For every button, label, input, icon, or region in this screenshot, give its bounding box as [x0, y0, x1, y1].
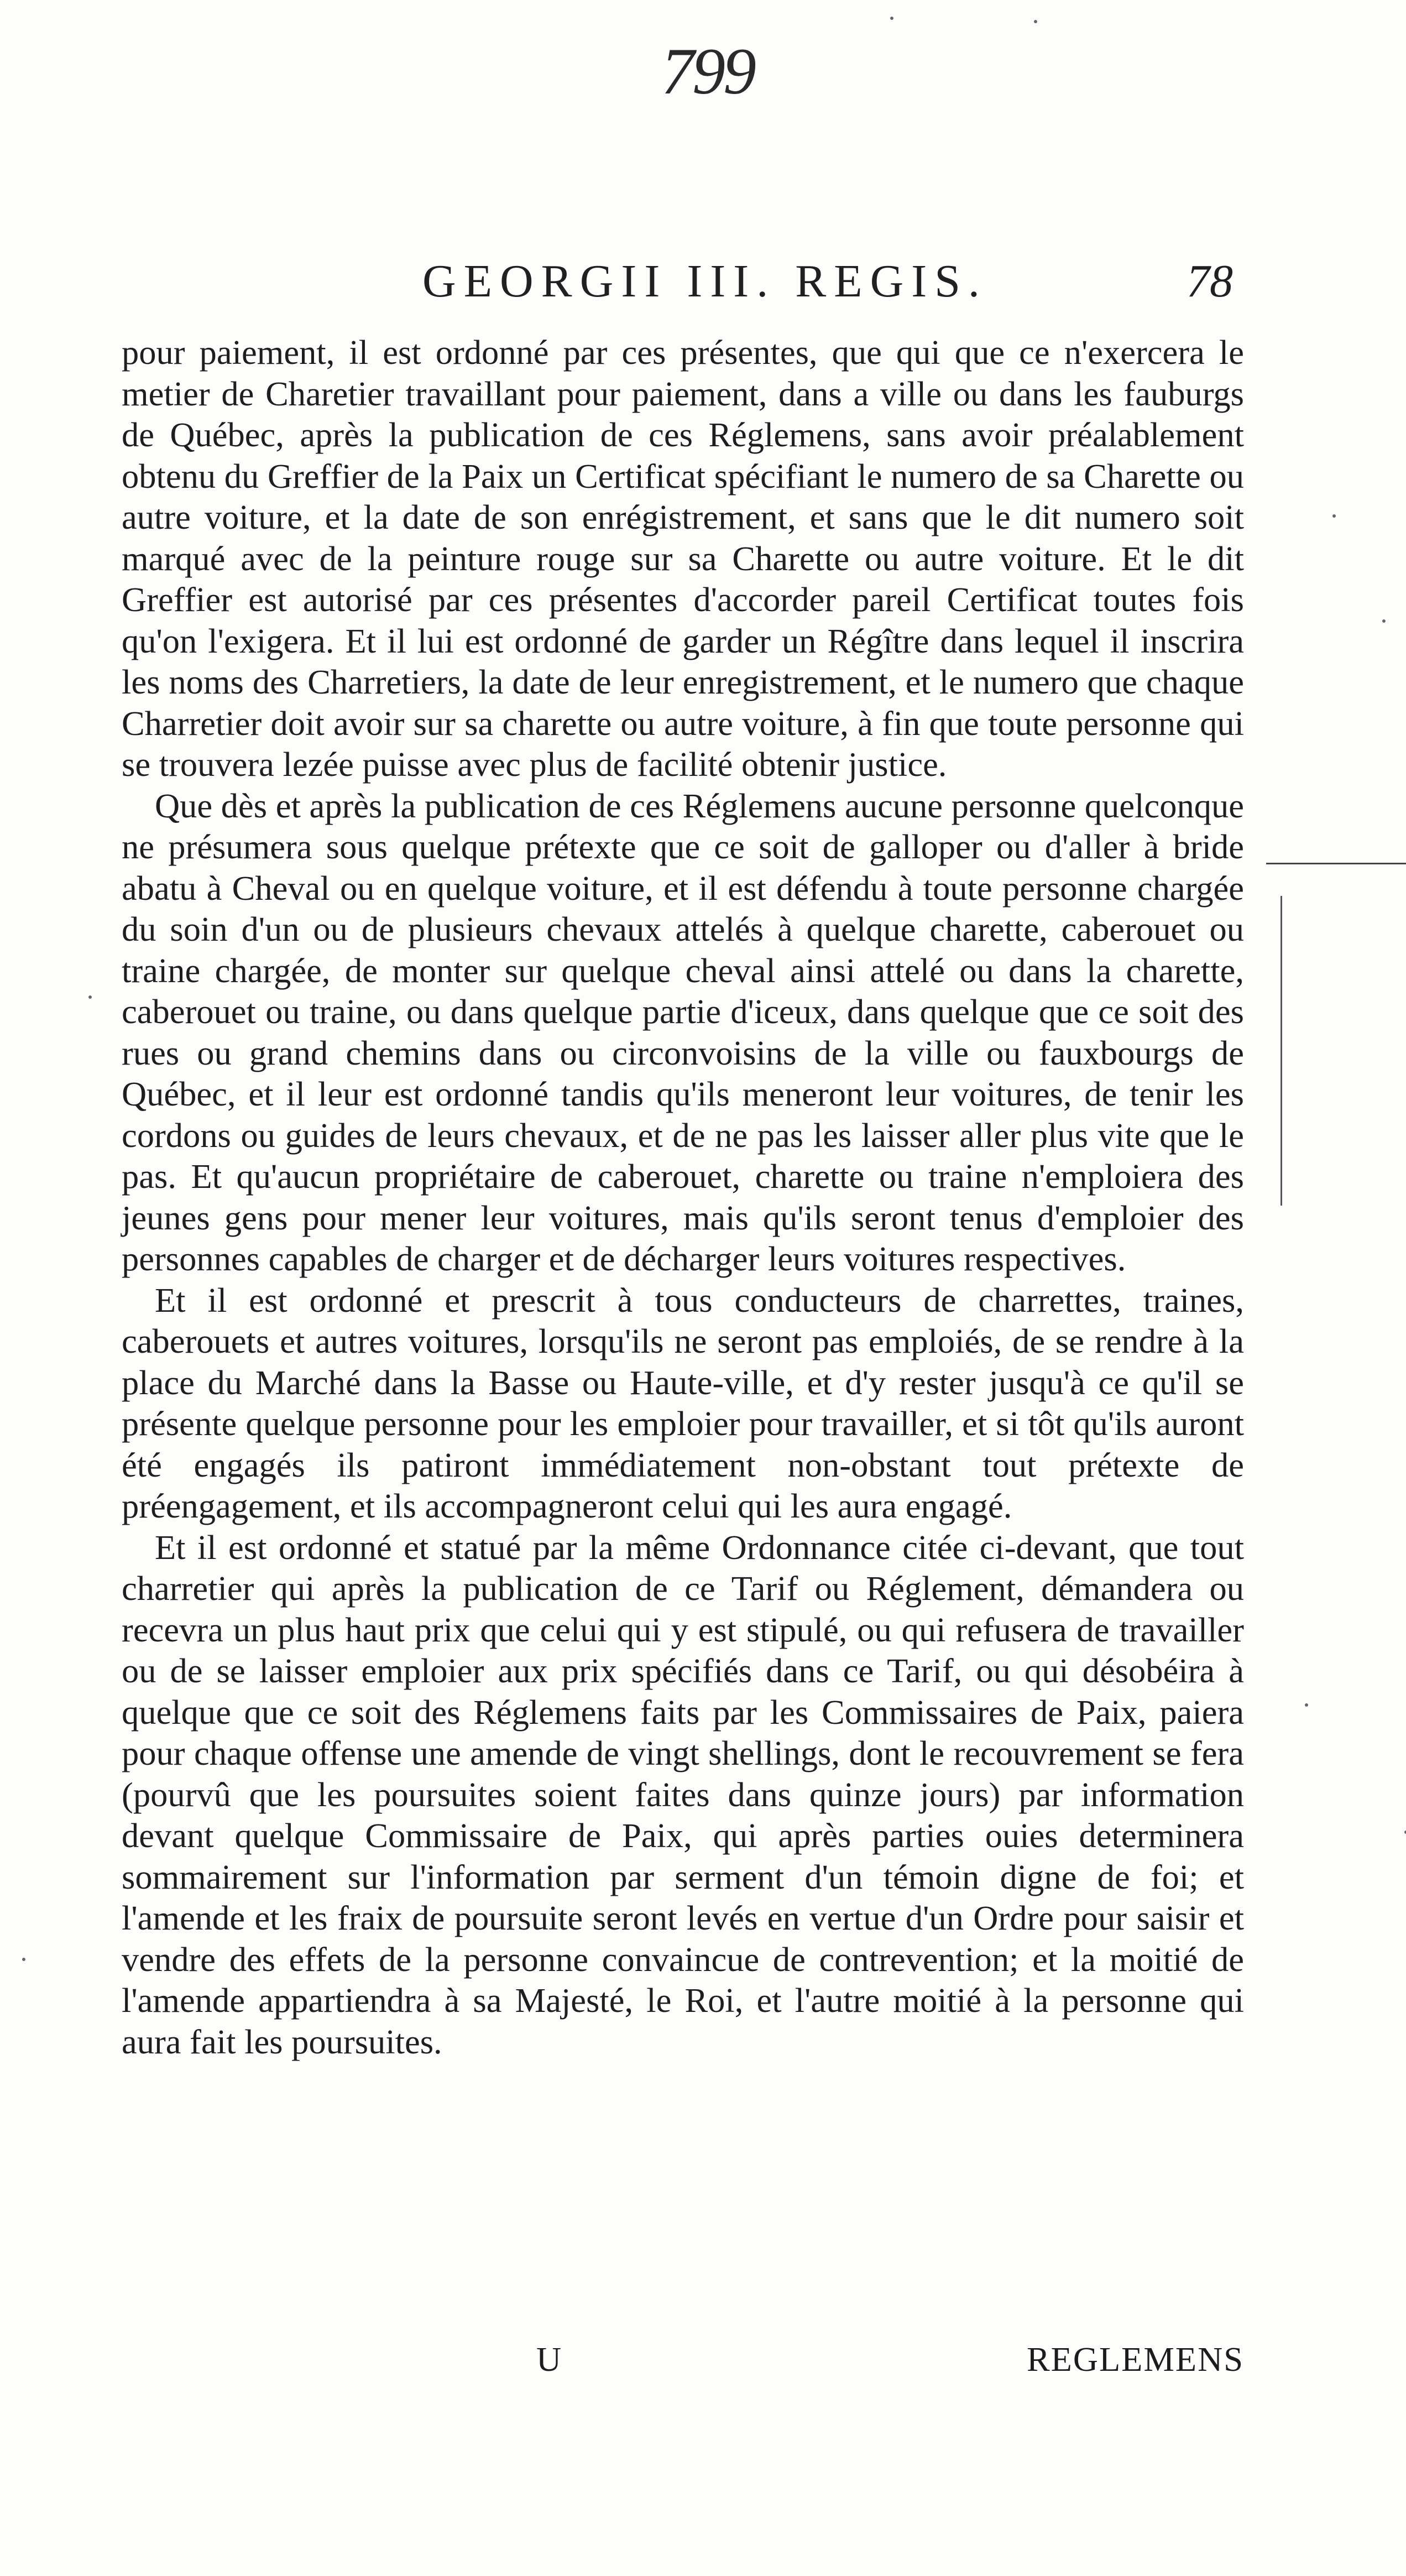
paragraph-galloping-prohibition: Que dès et après la publication de ces Réglemens aucune personne quelconque ne présumera sous quelque prétexte que ce soit de galloper ou d'aller à bride abatu à Cheval ou en quelque voiture, et il est défendu à toute personne chargée du soin d'un ou de plusieurs chevaux attelés à quelque charette, caberouet ou traine chargée, de monter sur quelque cheval ainsi attelé ou dans la charette, caberouet ou traine, ou dans quelque partie d'iceux, dans quelque que ce soit des rues ou grand chemins dans ou circonvoisins de la ville ou fauxbourgs de Québec, et il leur est ordonné tandis qu'ils meneront leur voitures, de tenir les cordons ou guides de leurs chevaux, et de ne pas les laisser aller plus vite que le pas. Et qu'aucun propriétaire de caberouet, charette ou traine n'emploiera des jeunes gens pour mener leur voitures, mais qu'ils seront tenus d'emploier des personnes capables de charger et de décharger leurs voitures respectives. [122, 786, 1244, 1278]
body-text [122, 332, 1244, 2062]
running-head: GEORGII III. REGIS. [422, 255, 987, 307]
paragraph-market-place: Et il est ordonné et prescrit à tous conducteurs de charrettes, traines, caberouets et autres voitures, lorsqu'ils ne seront pas emploiés, de se rendre à la place du Marché dans la Basse ou Haute-ville, et d'y rester jusqu'à ce qu'il se présente quelque personne pour les emploier pour travailler, et si tôt qu'ils auront été engagés ils patiront immédiatement non-obstant tout prétexte de préengagement, et ils accompagneront celui qui les aura engagé. [122, 1280, 1244, 1525]
paper-speck [1382, 619, 1386, 623]
handwritten-page-number: 799 [661, 34, 754, 108]
paper-speck [88, 995, 92, 999]
paragraph-charretier-certificate: pour paiement, il est ordonné par ces présentes, que qui que ce n'exercera le metier de Charetier travaillant pour paiement, dans a ville ou dans les fauburgs de Québec, après la publication de ces Réglemens, sans avoir préalablement obtenu du Greffier de la Paix un Certificat spécifiant le numero de sa Charette ou autre voiture, et la date de son enrégistrement, et sans que le dit numero soit marqué avec de la peinture rouge sur sa Charette ou autre voiture. Et le dit Greffier est autorisé par ces présentes d'accorder pareil Certificat toutes fois qu'on l'exigera. Et il lui est ordonné de garder un Régître dans lequel il inscrira les noms des Charretiers, la date de leur enregistrement, et le numero que chaque Charretier doit avoir sur sa charette ou autre voiture, à fin que toute personne qui se trouvera lezée puisse avec plus de facilité obtenir justice. [122, 333, 1244, 784]
margin-bracket-mark [1277, 896, 1282, 1206]
paper-speck [890, 17, 893, 20]
margin-rule-mark [1266, 863, 1406, 864]
paragraph-penalties: Et il est ordonné et statué par la même Ordonnance citée ci-devant, que tout charretier qui après la publication de ce Tarif ou Réglement, démandera ou recevra un plus haut prix que celui qui y est stipulé, ou qui refusera de travailler ou de se laisser emploier aux prix spécifiés dans ce Tarif, ou qui désobéira à quelque que ce soit des Réglemens faits par les Commissaires de Paix, paiera pour chaque offense une amende de vingt shellings, dont le recouvrement se fera (pourvû que les poursuites soient faites dans quinze jours) par information devant quelque Commissaire de Paix, qui après parties ouies determinera sommairement sur l'information par serment d'un témoin digne de foi; et l'amende et les fraix de poursuite seront levés en vertue d'un Ordre pour saisir et vendre des effets de la personne convaincue de contrevention; et la moitié de l'amende appartiendra à sa Majesté, le Roi, et l'autre moitié à la personne qui aura fait les poursuites. [122, 1527, 1244, 2061]
paper-speck [22, 1958, 25, 1961]
page-number: 78 [1187, 255, 1233, 307]
paper-speck [1305, 1703, 1308, 1707]
catchword: REGLEMENS [1027, 2340, 1244, 2379]
paper-speck [1332, 514, 1336, 518]
signature-mark: U [536, 2340, 562, 2379]
footer-line [122, 2339, 1244, 2384]
paper-speck [1034, 20, 1037, 23]
